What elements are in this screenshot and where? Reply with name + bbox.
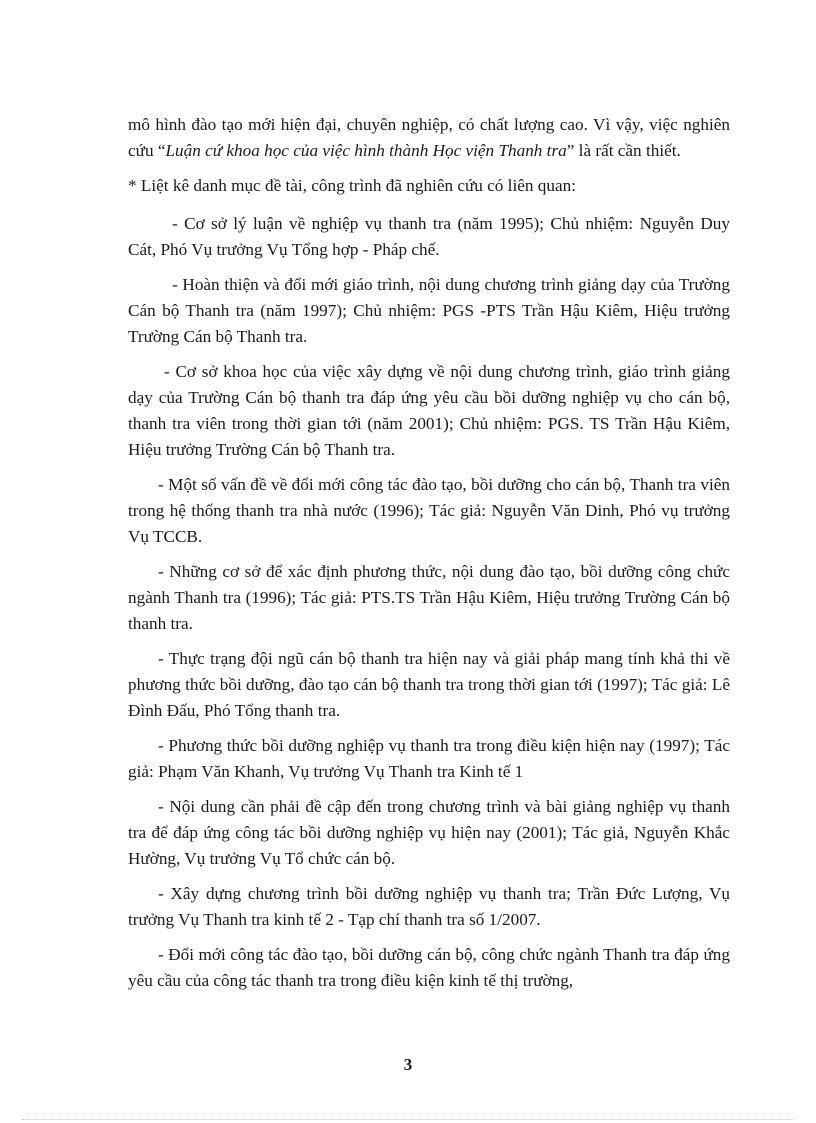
list-item: - Hoàn thiện và đổi mới giáo trình, nội dung chương trình giảng dạy của Trường Cán bộ Thanh tra (năm 1997); Chủ nhiệm: PGS -PTS Trần Hậu Kiêm, Hiệu trưởng Trường Cán bộ Thanh tra. <box>128 275 730 346</box>
intro-italic-title: Luận cứ khoa học của việc hình thành Học viện Thanh tra <box>165 141 567 160</box>
intro-paragraph <box>128 112 730 164</box>
footer-divider <box>22 1119 794 1120</box>
list-item: - Phương thức bồi dưỡng nghiệp vụ thanh tra trong điều kiện hiện nay (1997); Tác giả: Phạm Văn Khanh, Vụ trưởng Vụ Thanh tra Kinh tế 1 <box>128 736 730 781</box>
list-item: - Thực trạng đội ngũ cán bộ thanh tra hiện nay và giải pháp mang tính khả thi về phương thức bồi dưỡng, đào tạo cán bộ thanh tra trong thời gian tới (1997); Tác giả: Lê Đình Đấu, Phó Tổng thanh tra. <box>128 649 730 720</box>
list-item: - Một số vấn đề về đổi mới công tác đào tạo, bồi dưỡng cho cán bộ, Thanh tra viên trong hệ thống thanh tra nhà nước (1996); Tác giả: Nguyễn Văn Dinh, Phó vụ trưởng Vụ TCCB. <box>128 475 730 546</box>
section-heading: * Liệt kê danh mục đề tài, công trình đã nghiên cứu có liên quan: <box>128 176 576 195</box>
list-item: - Nội dung cần phải đề cập đến trong chương trình và bài giảng nghiệp vụ thanh tra để đáp ứng công tác bồi dưỡng nghiệp vụ hiện nay (2001); Tác giả, Nguyễn Khắc Hường, Vụ trưởng Vụ Tổ chức cán bộ. <box>128 797 730 868</box>
list-item: - Xây dựng chương trình bồi dưỡng nghiệp vụ thanh tra; Trần Đức Lượng, Vụ trưởng Vụ Thanh tra kinh tế 2 - Tạp chí thanh tra số 1/2007. <box>128 884 730 929</box>
document-body <box>128 112 730 1003</box>
list-item: - Cơ sở lý luận về nghiệp vụ thanh tra (năm 1995); Chủ nhiệm: Nguyễn Duy Cát, Phó Vụ trưởng Vụ Tổng hợp - Pháp chế. <box>128 214 730 259</box>
intro-tail: ” là rất cần thiết. <box>566 141 681 160</box>
page-number: 3 <box>403 1055 413 1074</box>
list-item: - Những cơ sở để xác định phương thức, nội dung đào tạo, bồi dưỡng công chức ngành Thanh tra (1996); Tác giả: PTS.TS Trần Hậu Kiêm, Hiệu trưởng Trường Cán bộ thanh tra. <box>128 562 730 633</box>
intro-lead: mô hình đào tạo mới hiện đại, chuyên nghiệp, có chất lượng cao. Vì vậy, việc nghiên cứu “ <box>128 115 730 160</box>
list-item: - Đổi mới công tác đào tạo, bồi dưỡng cán bộ, công chức ngành Thanh tra đáp ứng yêu cầu của công tác thanh tra trong điều kiện kinh tế thị trường, <box>128 945 730 990</box>
list-item: - Cơ sở khoa học của việc xây dựng về nội dung chương trình, giáo trình giảng dạy của Trường Cán bộ thanh tra đáp ứng yêu cầu bồi dưỡng nghiệp vụ cho cán bộ, thanh tra viên trong thời gian tới (năm 2001); Chủ nhiệm: PGS. TS Trần Hậu Kiêm, Hiệu trưởng Trường Cán bộ Thanh tra. <box>128 362 730 459</box>
